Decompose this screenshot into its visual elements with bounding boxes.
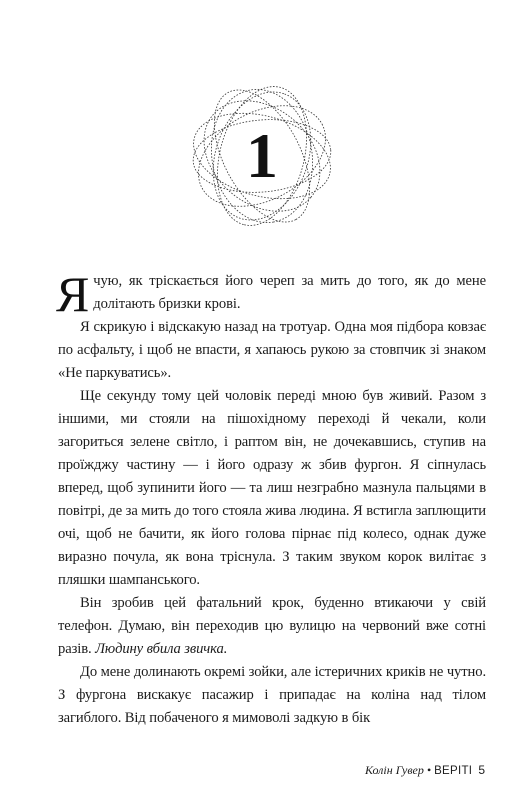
running-footer [365,763,485,778]
paragraph [58,661,486,730]
paragraph-text: Я скрикую і відскакую назад на тротуар. Одна моя підбора ковзає по асфальту, і щоб не впасти, я хапаюсь рукою за стовпчик зі знаком «Не паркуватись». [58,319,486,381]
footer-separator: • [426,763,432,777]
paragraph [56,266,486,322]
paragraph [58,385,486,592]
chapter-body [56,266,486,730]
paragraph-text: Ще секунду тому цей чоловік переді мною був живий. Разом з іншими, ми стояли на пішохідному переході й чекали, коли загориться зелене світло, і раптом він, не дочекавшись, ступив на проїжджу частину — і його одразу ж збив фургон. Я сіпнулась вперед, щоб зупинити його — та лиш незграбно мазнула пальцями в повітрі, де за мить до того стояла жива людина. Я встигла заплющити очі, щоб не бачити, як його голова пірнає під колесо, однак дуже виразно почула, як вона тріснула. З таким звуком корок вилітає з пляшки шампанського. [58,388,486,588]
footer-book-title: ВЕРІТІ [434,765,473,777]
paragraph-text: чую, як тріскається його череп за мить до того, як до мене долітають бризки крові. [93,273,486,312]
paragraph [58,592,486,661]
paragraph-text: До мене долинають окремі зойки, але істеричних криків не чутно. З фургона вискакує пасажир і припадає на коліна над тілом загиблого. Від побаченого я мимоволі задкую в бік [58,664,486,726]
paragraph-text: Він зробив цей фатальний крок, буденно втикаючи у свій телефон. Думаю, він переходив цю вулицю на червоний вже сотні разів. [58,595,486,657]
paragraph-italic-text: Людину вбила звичка. [95,641,228,657]
page-number: 5 [478,763,485,777]
paragraph [58,316,486,385]
drop-cap: Я [56,266,90,322]
footer-author: Колін Гувер [364,763,424,777]
chapter-number: 1 [246,120,278,191]
